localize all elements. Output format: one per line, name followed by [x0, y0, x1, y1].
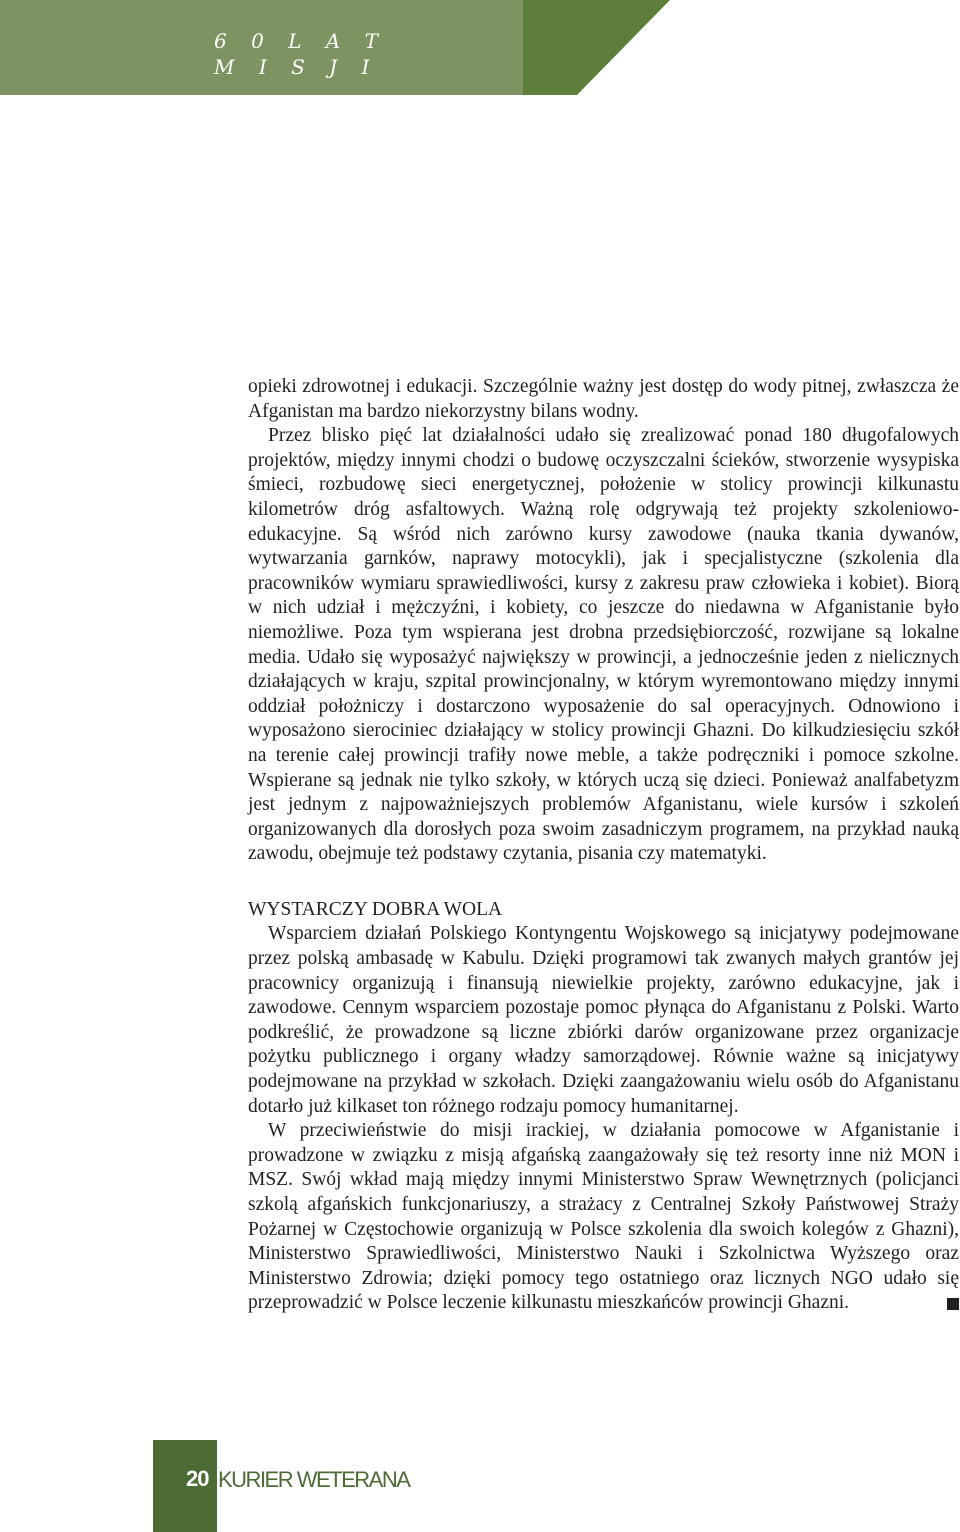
section-title: [214, 28, 387, 80]
paragraph-4-text: W przeciwieństwie do misji irackiej, w działania pomocowe w Afganistanie i prowadzone w związku z misją afgańską zaangażowały się też resorty inne niż MON i MSZ. Swój wkład mają między innymi Ministerstwo Spraw Wewnętrznych (policjanci szkolą afgańskich funkcjonariuszy, a strażacy z Centralnej Szkoły Państwowej Straży Pożarnej w Częstochowie organizują w Polsce szkolenia dla swoich kolegów z Ghazni), Ministerstwo Sprawiedliwości, Ministerstwo Nauki i Szkolnictwa Wyższego oraz Ministerstwo Zdrowia; dzięki pomocy tego ostatniego oraz licznych NGO udało się przeprowadzić w Polsce leczenie kilkunastu mieszkańców prowincji Ghazni.: [248, 1120, 959, 1314]
section-heading: WYSTARCZY DOBRA WOLA: [248, 898, 503, 920]
paragraph-3: Wsparciem działań Polskiego Kontyngentu Wojskowego są inicjatywy podejmowane przez polską ambasadę w Kabulu. Dzięki programowi tak zwanych małych grantów jej pracownicy organizują i finansują niewielkie projekty, zarówno edukacyjne, jak i zawodowe. Cennym wsparciem pozostaje pomoc płynąca do Afganistanu z Polski. Warto podkreślić, że prowadzone są liczne zbiórki darów organizowane przez organizacje pożytku publicznego i organy władzy samorządowej. Równie ważne są inicjatywy podejmowane na przykład w szkołach. Dzięki zaangażowaniu wielu osób do Afganistanu dotarło już kilkaset ton różnego rodzaju pomocy humanitarnej.: [248, 923, 959, 1117]
paragraph-4: [248, 1119, 959, 1316]
page-number: 20: [186, 1466, 209, 1491]
header-banner: [0, 0, 960, 95]
magazine-name: KURIER WETERANA: [218, 1467, 410, 1492]
paragraph-2: Przez blisko pięć lat działalności udało się zrealizować ponad 180 długofalowych projektów, między innymi chodzi o budowę oczyszczalni ścieków, stworzenie wysypiska śmieci, rozbudowę sieci energetycznej, położenie w stolicy prowincji kilkunastu kilometrów dróg asfaltowych. Ważną rolę odgrywają też projekty szkoleniowo-edukacyjne. Są wśród nich zarówno kursy zawodowe (nauka tkania dywanów, wytwarzania garnków, naprawy motocykli), jak i specjalistyczne (szkolenia dla pracowników wymiaru sprawiedliwości, kursy z zakresu praw człowieka i kobiet). Biorą w nich udział i mężczyźni, i kobiety, co jeszcze do niedawna w Afganistanie było niemożliwe. Poza tym wspierana jest drobna przedsiębiorczość, rozwijane są lokalne media. Udało się wyposażyć największy w prowincji, a jednocześnie jeden z nielicznych działających w kraju, szpital prowincjonalny, w którym wyremontowano między innymi oddział położniczy i dostarczono wyposażenie do sal operacyjnych. Odnowiono i wyposażono sierociniec działający w stolicy prowincji Ghazni. Do kilkudziesięciu szkół na terenie całej prowincji trafiły nowe meble, a także podręczniki i pomoce szkolne. Wspierane są jednak nie tylko szkoły, w których uczą się dzieci. Ponieważ analfabetyzm jest jednym z najpoważniejszych problemów Afganistanu, wiele kursów i szkoleń organizowanych dla dorosłych poza swoim zasadniczym programem, na przykład nauką zawodu, obejmuje też podstawy czytania, pisania czy matematyki.: [248, 425, 959, 865]
header-banner-shape: [0, 0, 960, 95]
end-of-article-mark: [947, 1298, 959, 1310]
paragraph-1: opieki zdrowotnej i edukacji. Szczególnie ważny jest dostęp do wody pitnej, zwłaszcza że Afganistan ma bardzo niekorzystny bilans wodny.: [248, 376, 959, 422]
article-body: [248, 375, 959, 1316]
section-title-line-2: M I S J I: [214, 55, 379, 79]
section-title-line-1: 6 0 L A T: [214, 29, 387, 53]
